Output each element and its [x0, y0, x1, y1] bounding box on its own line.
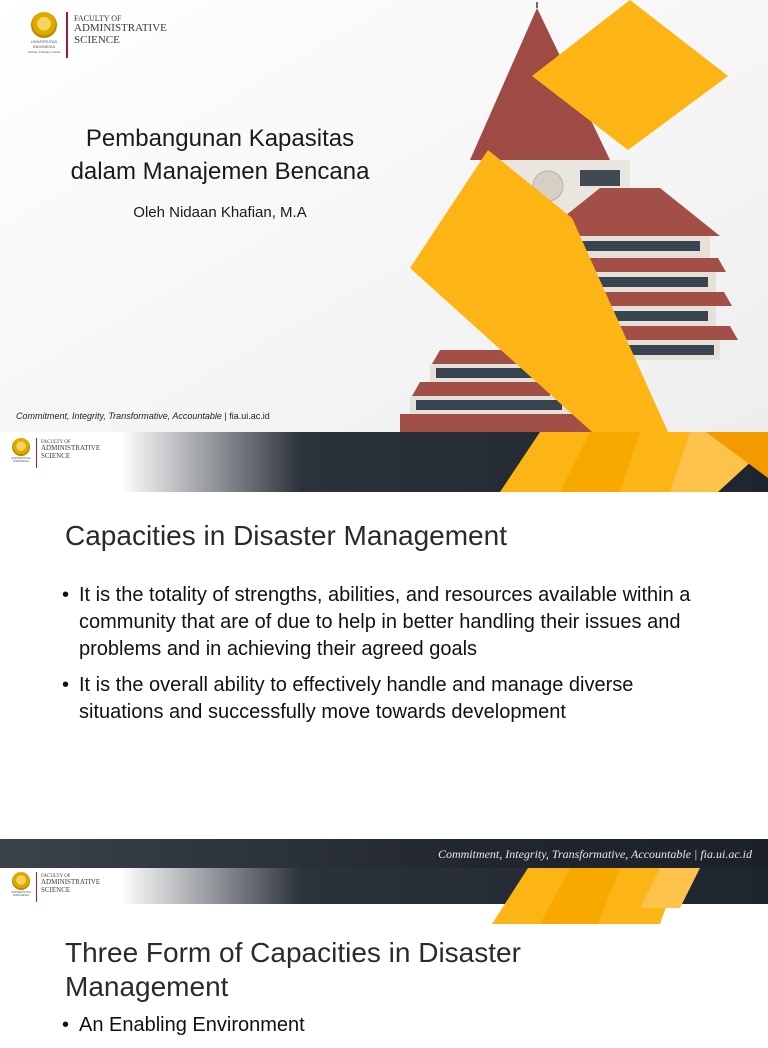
- faculty-name: [41, 872, 100, 894]
- slide3-orange-tile-graphic: [0, 868, 768, 924]
- faculty-line3: SCIENCE: [74, 33, 120, 46]
- university-name: UNIVERSITAS INDONESIA: [11, 456, 31, 463]
- faculty-name: [41, 438, 100, 460]
- faculty-line1: FACULTY OF: [41, 874, 71, 879]
- faculty-line3: SCIENCE: [41, 885, 71, 894]
- university-seal-icon: [12, 438, 30, 456]
- bullet-item: • An Enabling Environment: [62, 1012, 712, 1039]
- faculty-line2: ADMINISTRATIVE: [41, 878, 101, 887]
- university-motto: Veritas, Probitas, Iustitia: [27, 50, 61, 54]
- bullet-item: • It is the overall ability to effectively handle and manage diverse situations and successfully move towards development: [62, 672, 712, 726]
- slide2-faculty-logo: [10, 438, 100, 468]
- content-slide-three-forms: [0, 868, 768, 1036]
- content-slide-capacities: [0, 432, 768, 868]
- slide3-title-line2: Management: [65, 971, 229, 1002]
- slide2-bullet-list: [62, 582, 712, 735]
- slide3-title-line1: Three Form of Capacities in Disaster: [65, 937, 521, 968]
- university-name: UNIVERSITAS INDONESIA: [30, 39, 58, 49]
- slide1-footer: [16, 411, 270, 421]
- faculty-line1: FACULTY OF: [41, 440, 71, 445]
- slide2-header-bar: [0, 432, 768, 492]
- university-seal-icon: [12, 872, 30, 890]
- faculty-line2: ADMINISTRATIVE: [41, 444, 101, 453]
- slide2-orange-tile-graphic: [0, 432, 768, 492]
- presentation-author: Oleh Nidaan Khafian, M.A: [133, 204, 307, 221]
- title-line2: dalam Manajemen Bencana: [70, 158, 370, 185]
- bullet-item: • It is the totality of strengths, abilities, and resources available within a community that are of due to help in better handling their issues and problems and in achieving their agreed goals: [62, 582, 712, 663]
- slide3-title: [65, 936, 521, 1004]
- university-name: UNIVERSITAS INDONESIA: [11, 890, 31, 897]
- faculty-line2: ADMINISTRATIVE: [74, 22, 167, 35]
- title-line1: Pembangunan Kapasitas: [85, 125, 355, 152]
- logo-divider: [66, 12, 68, 58]
- faculty-line1: FACULTY OF: [74, 14, 122, 23]
- logo-divider: [36, 438, 37, 468]
- university-seal-icon: [31, 12, 57, 38]
- slide3-faculty-logo: [10, 872, 100, 902]
- slide2-title: Capacities in Disaster Management: [65, 520, 507, 551]
- faculty-line3: SCIENCE: [41, 451, 71, 460]
- presentation-title: [40, 122, 400, 188]
- slide2-footer: Commitment, Integrity, Transformative, Accountable | fia.ui.ac.id: [437, 847, 752, 861]
- faculty-name: [74, 12, 167, 46]
- faculty-logo: [26, 12, 167, 58]
- slide1-footer-values: Commitment, Integrity, Transformative, Accountable: [16, 411, 222, 421]
- title-slide: [0, 0, 768, 432]
- slide3-bullet-list: [62, 1012, 712, 1048]
- logo-divider: [36, 872, 37, 902]
- slide3-header-bar: [0, 868, 768, 924]
- slide1-footer-url: | fia.ui.ac.id: [221, 411, 270, 421]
